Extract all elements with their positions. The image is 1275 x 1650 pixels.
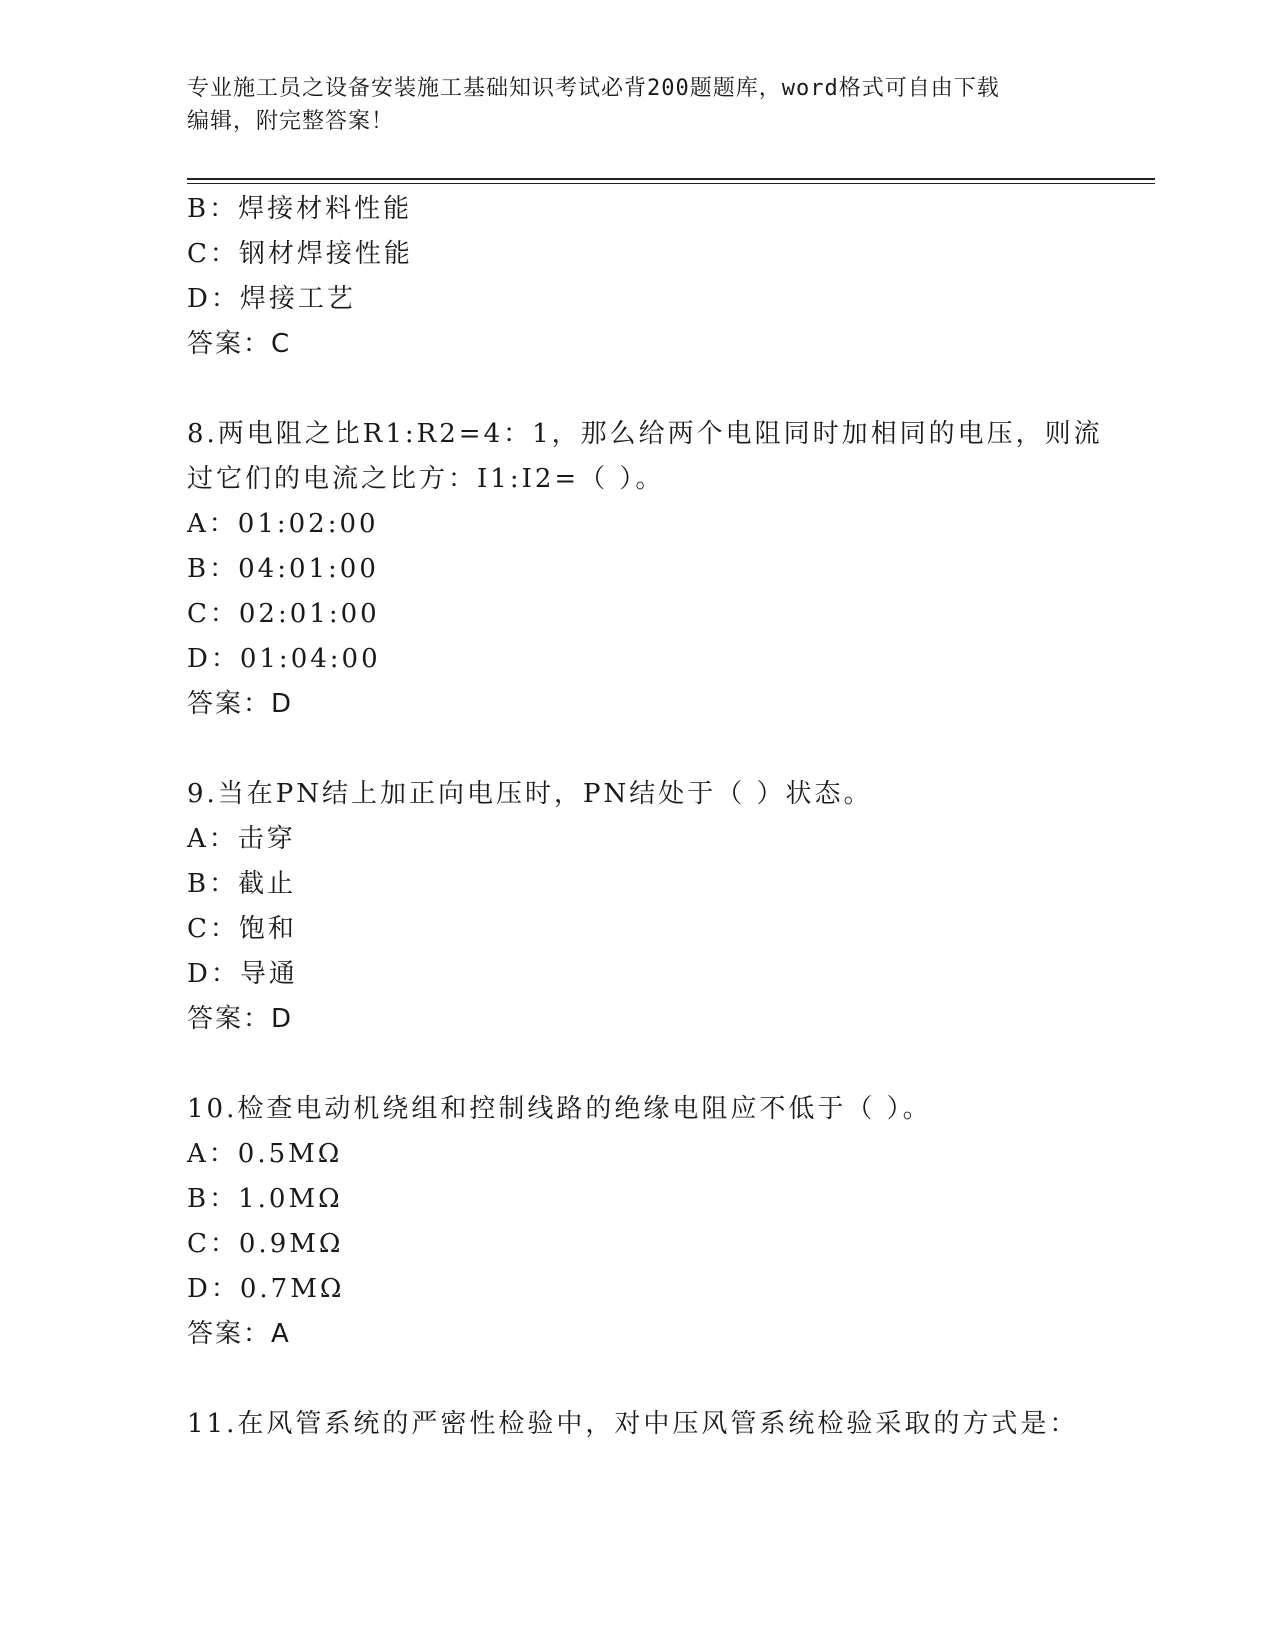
q7-option-d: D：焊接工艺 xyxy=(187,284,356,314)
header-line-1: 专业施工员之设备安装施工基础知识考试必背200题题库，word格式可自由下载 xyxy=(187,76,1000,101)
q9-option-b: B：截止 xyxy=(187,869,297,899)
header-divider-thin xyxy=(187,183,1155,184)
q8-question-line-2: 过它们的电流之比方：I1:I2=（ ）。 xyxy=(187,464,665,494)
document-header xyxy=(187,72,1087,138)
q9-option-c: C：饱和 xyxy=(187,914,297,944)
q10-option-b: B：1.0MΩ xyxy=(187,1184,343,1214)
q10-option-a: A：0.5MΩ xyxy=(187,1139,343,1169)
q9-question: 9.当在PN结上加正向电压时，PN结处于（ ）状态。 xyxy=(187,779,873,809)
q9-option-a: A：击穿 xyxy=(187,824,296,854)
q10-option-d: D：0.7MΩ xyxy=(187,1274,345,1304)
q8-answer: 答案：D xyxy=(187,689,294,719)
q8-option-d: D：01:04:00 xyxy=(187,644,381,674)
q9-option-d: D：导通 xyxy=(187,959,298,989)
q7-option-b: B：焊接材料性能 xyxy=(187,194,413,224)
q8-option-b: B：04:01:00 xyxy=(187,554,379,584)
q10-question: 10.检查电动机绕组和控制线路的绝缘电阻应不低于（ ）。 xyxy=(187,1094,932,1124)
q11-question: 11.在风管系统的严密性检验中，对中压风管系统检验采取的方式是： xyxy=(187,1409,1079,1439)
q7-option-c: C：钢材焊接性能 xyxy=(187,239,413,269)
q9-answer: 答案：D xyxy=(187,1004,294,1034)
q7-answer: 答案：C xyxy=(187,329,292,359)
q8-question-line-1: 8.两电阻之比R1:R2=4：1，那么给两个电阻同时加相同的电压，则流 xyxy=(187,419,1103,449)
q10-option-c: C：0.9MΩ xyxy=(187,1229,344,1259)
q8-option-a: A：01:02:00 xyxy=(187,509,379,539)
header-line-2: 编辑，附完整答案！ xyxy=(187,109,395,134)
header-divider-thick xyxy=(187,178,1155,180)
q10-answer: 答案：A xyxy=(187,1319,291,1349)
q8-option-c: C：02:01:00 xyxy=(187,599,380,629)
